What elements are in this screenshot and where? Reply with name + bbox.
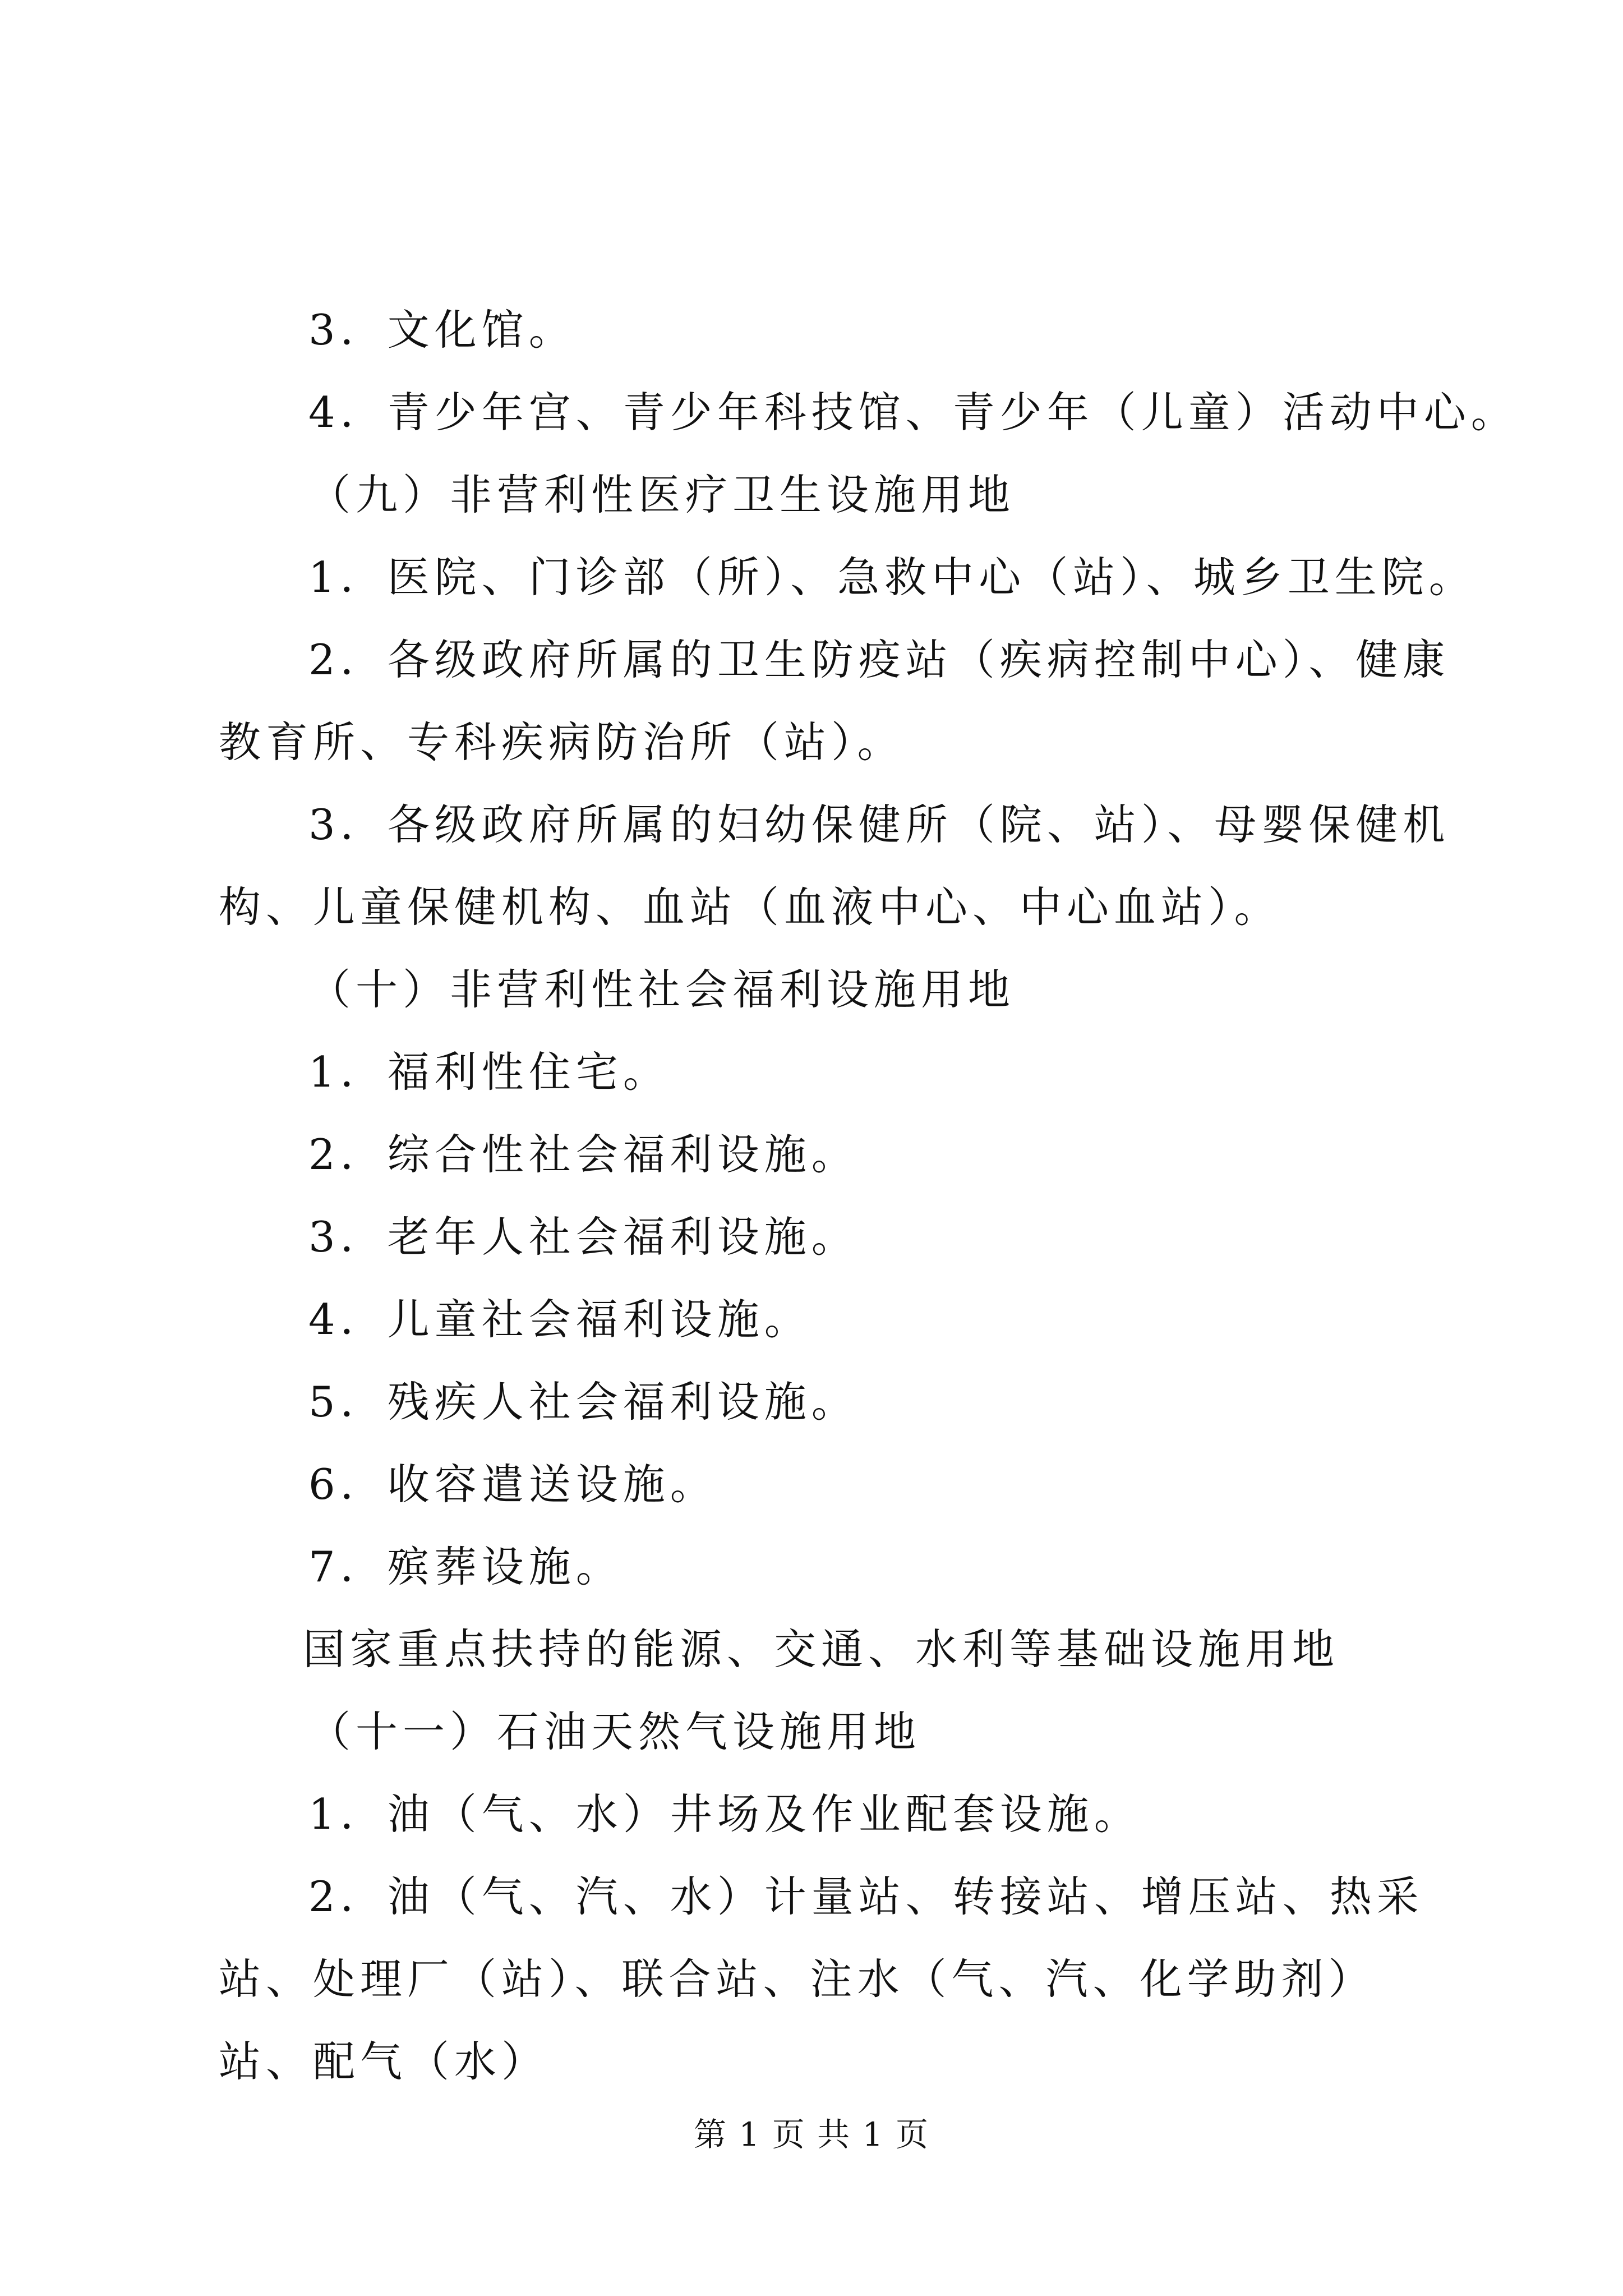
paragraph-8: 1．福利性住宅。 [308,1047,670,1097]
section-heading-11: （十一）石油天然气设施用地 [308,1707,921,1756]
page-footer: 第 1 页 共 1 页 [694,2115,929,2154]
paragraph-11: 4．儿童社会福利设施。 [308,1295,811,1344]
category-heading: 国家重点扶持的能源、交通、水利等基础设施用地 [303,1625,1340,1674]
paragraph-10: 3．老年人社会福利设施。 [308,1212,859,1262]
paragraph-13: 6．收容遣送设施。 [308,1460,717,1509]
paragraph-18: 2．油（气、汽、水）计量站、转接站、增压站、热采站、处理厂（站）、联合站、注水（气、汽、化学助剂）站、配气（水） [219,1872,1424,2086]
paragraph-2: 4．青少年宫、青少年科技馆、青少年（儿童）活动中心。 [308,388,1518,437]
document-body [219,289,1518,2103]
paragraph-12: 5．残疾人社会福利设施。 [308,1377,859,1427]
paragraph-1: 3．文化馆。 [308,305,576,355]
paragraph-4: 1．医院、门诊部（所）、急救中心（站）、城乡卫生院。 [308,553,1476,602]
paragraph-9: 2．综合性社会福利设施。 [308,1130,859,1179]
paragraph-14: 7．殡葬设施。 [308,1542,623,1591]
paragraph-6: 3．各级政府所属的妇幼保健所（院、站）、母婴保健机构、儿童保健机构、血站（血液中心、中心血站）。 [219,800,1450,932]
section-heading-9: （九）非营利性医疗卫生设施用地 [308,470,1016,519]
section-heading-10: （十）非营利性社会福利设施用地 [308,965,1016,1014]
paragraph-17: 1．油（气、水）井场及作业配套设施。 [308,1789,1141,1839]
paragraph-5: 2．各级政府所属的卫生防疫站（疾病控制中心）、健康教育所、专科疾病防治所（站）。 [219,635,1450,767]
